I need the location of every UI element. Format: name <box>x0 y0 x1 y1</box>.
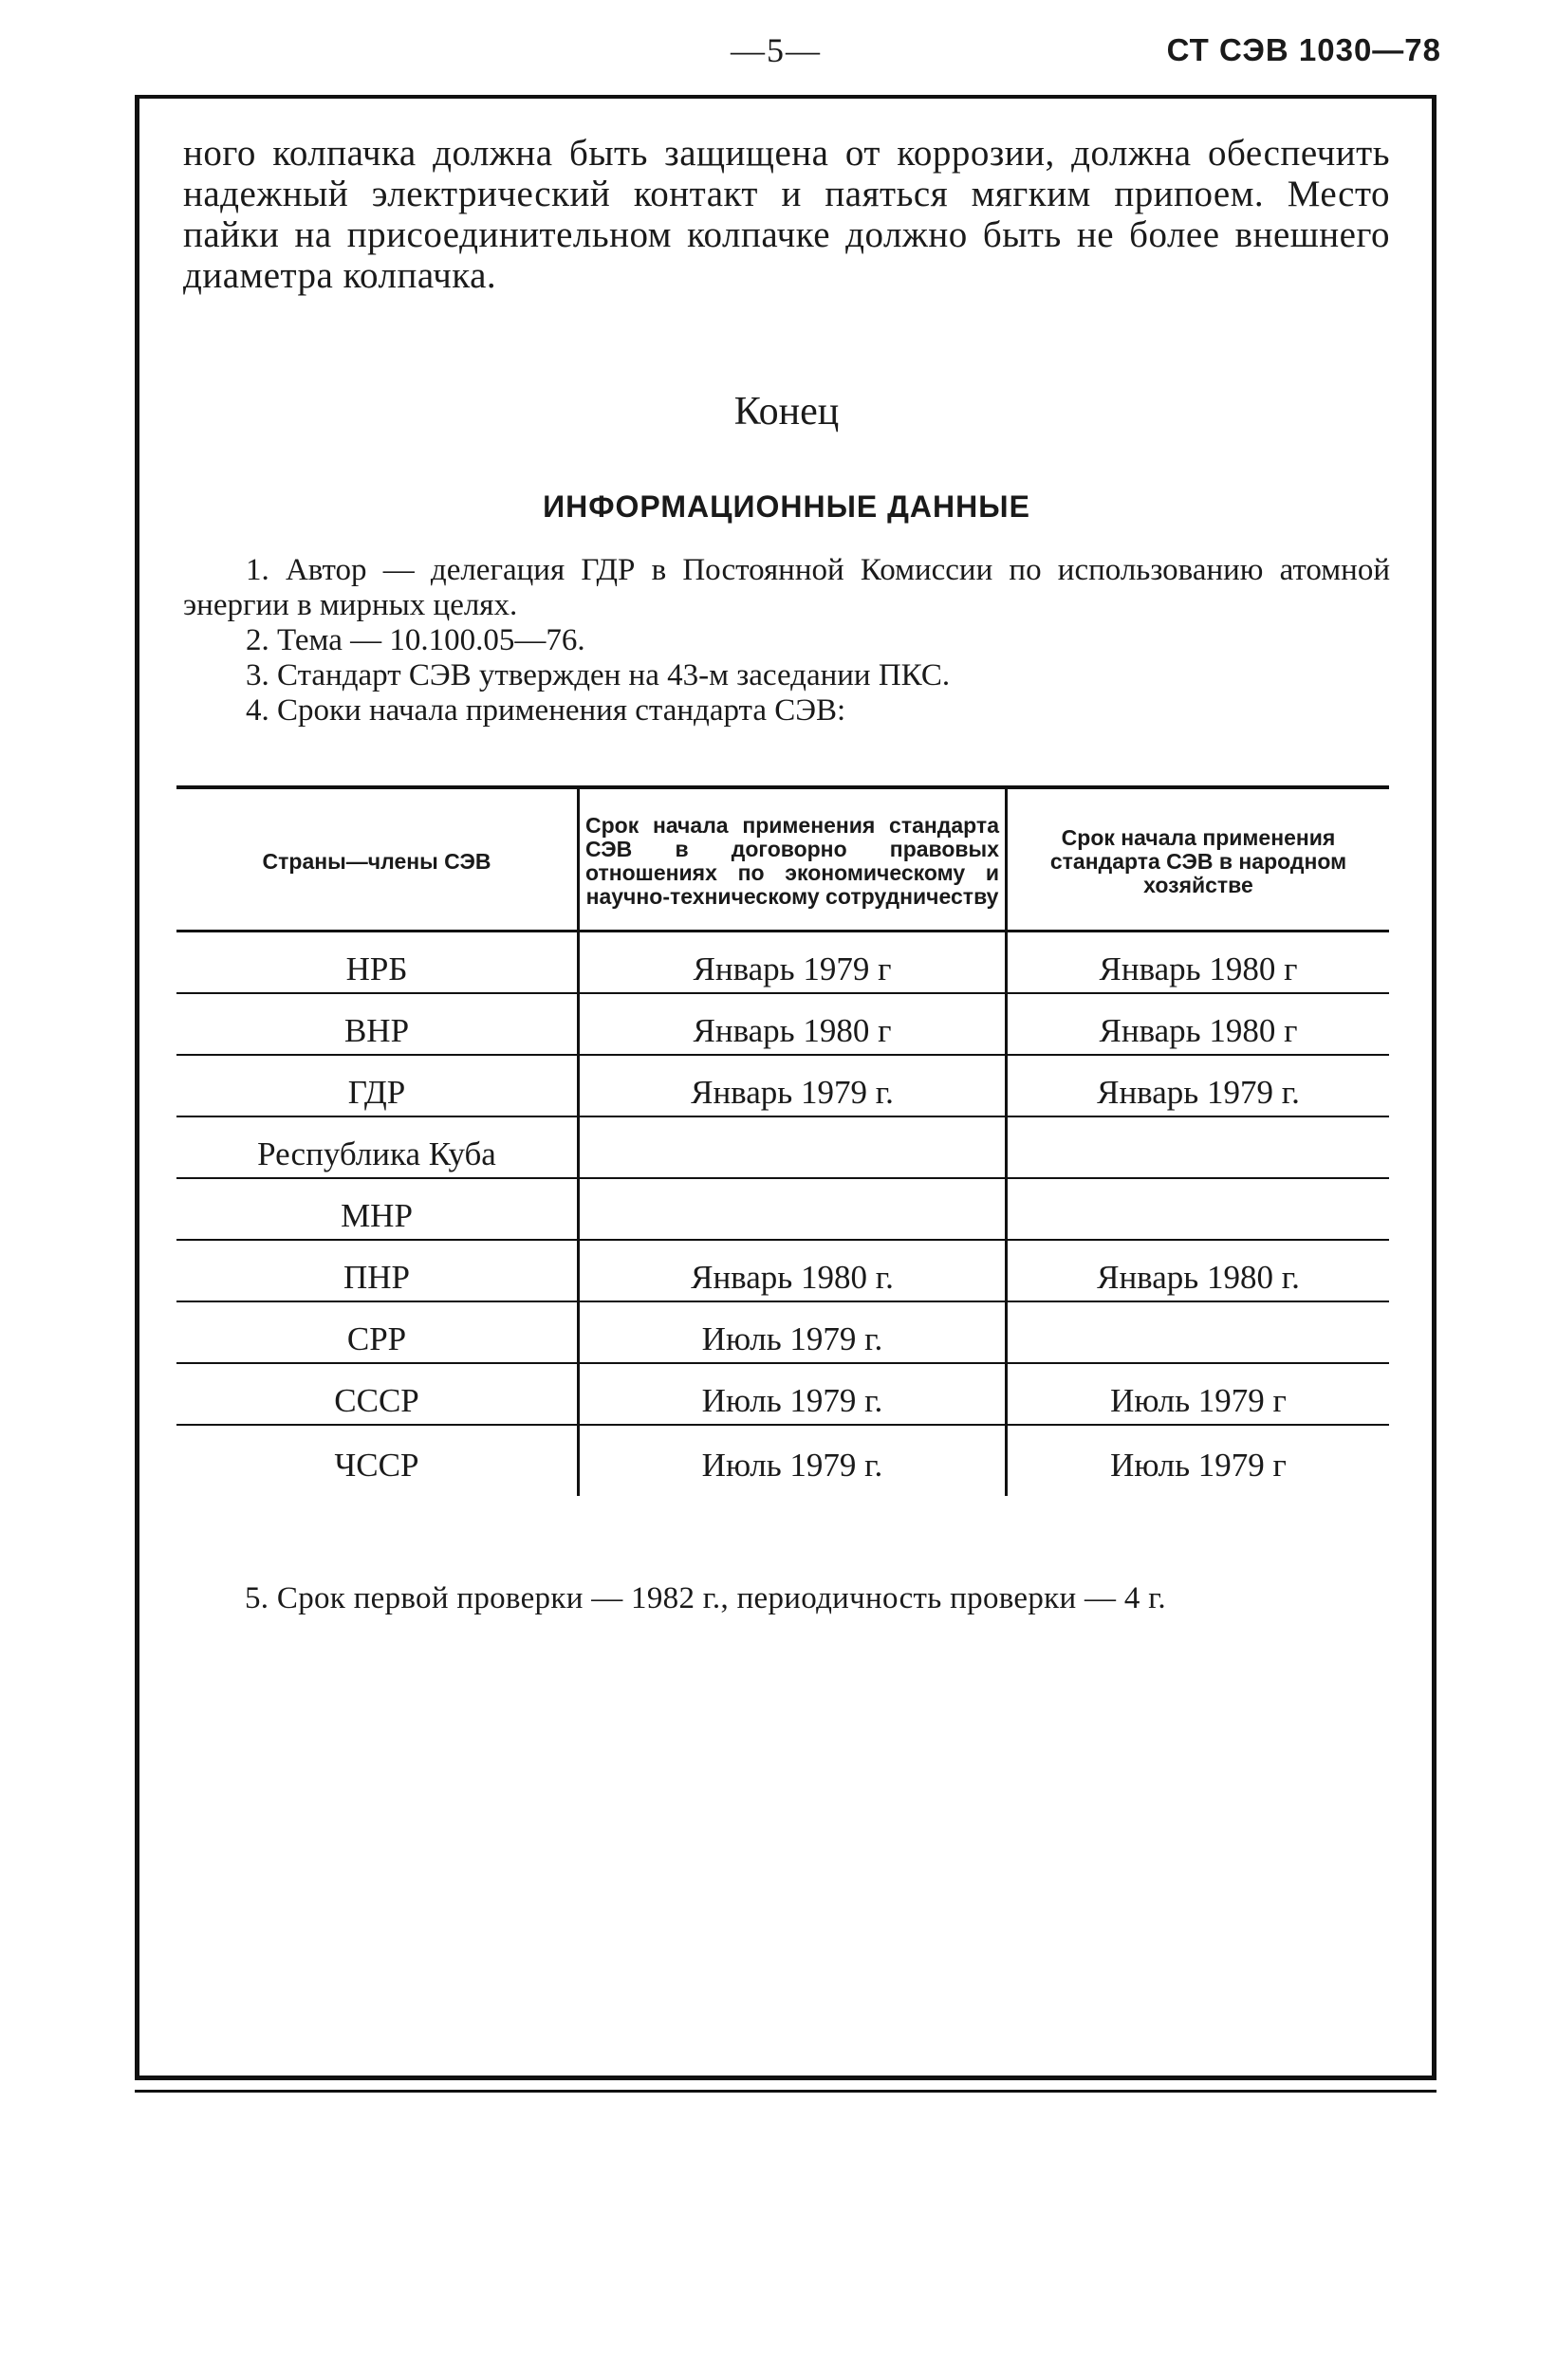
economy-term-cell: Январь 1980 г <box>1007 993 1390 1055</box>
info-item-author: 1. Автор — делегация ГДР в Постоянной Комиссии по использованию атомной энергии в мирных целях. <box>183 553 1390 622</box>
country-cell: СРР <box>176 1301 579 1363</box>
economy-term-cell: Январь 1979 г. <box>1007 1055 1390 1116</box>
country-cell: НРБ <box>176 932 579 994</box>
table-row <box>176 1178 1389 1240</box>
table-row <box>176 1425 1389 1496</box>
country-cell: ГДР <box>176 1055 579 1116</box>
frame-bottom-rule <box>135 2090 1437 2093</box>
country-cell: СССР <box>176 1363 579 1425</box>
economy-term-cell: Июль 1979 г <box>1007 1363 1390 1425</box>
table-row <box>176 1301 1389 1363</box>
contract-term-cell: Июль 1979 г. <box>579 1363 1007 1425</box>
country-cell: ЧССР <box>334 1447 419 1484</box>
page-number: —5— <box>731 31 822 69</box>
table-row <box>176 1363 1389 1425</box>
contract-term-cell <box>579 1116 1007 1178</box>
contract-term-cell: Январь 1980 г <box>579 993 1007 1055</box>
intro-paragraph: ного колпачка должна быть защищена от коррозии, должна обеспечить надежный электрический контакт и паяться мягким припоем. Место пайки на присоединительном колпачке должно быть не более внешнего диаметра колпачка. <box>183 133 1390 296</box>
terms-table <box>176 785 1389 1496</box>
table-row <box>176 993 1389 1055</box>
economy-term-cell: Июль 1979 г <box>1007 1425 1390 1496</box>
header-countries: Страны—члены СЭВ <box>176 787 579 932</box>
economy-term-cell: Январь 1980 г <box>1007 932 1390 994</box>
document-code: СТ СЭВ 1030—78 <box>1166 32 1441 67</box>
header-contract-term: Срок начала применения стандарта СЭВ в договорно правовых отношениях по экономическому и научно-техническому сотрудничеству <box>579 787 1007 932</box>
info-item-topic: 2. Тема — 10.100.05—76. <box>246 623 585 657</box>
info-item-review: 5. Срок первой проверки — 1982 г., периодичность проверки — 4 г. <box>245 1581 1166 1615</box>
contract-term-cell <box>579 1178 1007 1240</box>
contract-term-cell: Январь 1979 г <box>579 932 1007 994</box>
end-heading: Конец <box>733 390 840 434</box>
country-cell: МНР <box>176 1178 579 1240</box>
economy-term-cell <box>1007 1301 1390 1363</box>
economy-term-cell: Январь 1980 г. <box>1007 1240 1390 1301</box>
table-row <box>176 1116 1389 1178</box>
info-item-approval: 3. Стандарт СЭВ утвержден на 43-м заседании ПКС. <box>246 658 951 692</box>
country-cell: Республика Куба <box>176 1116 579 1178</box>
header-economy-term: Срок начала применения стандарта СЭВ в народном хозяйстве <box>1007 787 1390 932</box>
page-content <box>183 133 1390 729</box>
terms-table-container <box>176 785 1389 1496</box>
contract-term-cell: Январь 1980 г. <box>579 1240 1007 1301</box>
running-header <box>0 27 1557 83</box>
economy-term-cell <box>1007 1178 1390 1240</box>
country-cell: ВНР <box>176 993 579 1055</box>
table-row <box>176 932 1389 994</box>
table-header-row <box>176 787 1389 932</box>
contract-term-cell: Январь 1979 г. <box>579 1055 1007 1116</box>
table-row <box>176 1055 1389 1116</box>
info-item-terms: 4. Сроки начала применения стандарта СЭВ: <box>246 693 846 728</box>
country-cell: ПНР <box>176 1240 579 1301</box>
table-row <box>176 1240 1389 1301</box>
contract-term-cell: Июль 1979 г. <box>579 1301 1007 1363</box>
contract-term-cell: Июль 1979 г. <box>579 1425 1007 1496</box>
economy-term-cell <box>1007 1116 1390 1178</box>
info-heading: ИНФОРМАЦИОННЫЕ ДАННЫЕ <box>543 489 1030 524</box>
